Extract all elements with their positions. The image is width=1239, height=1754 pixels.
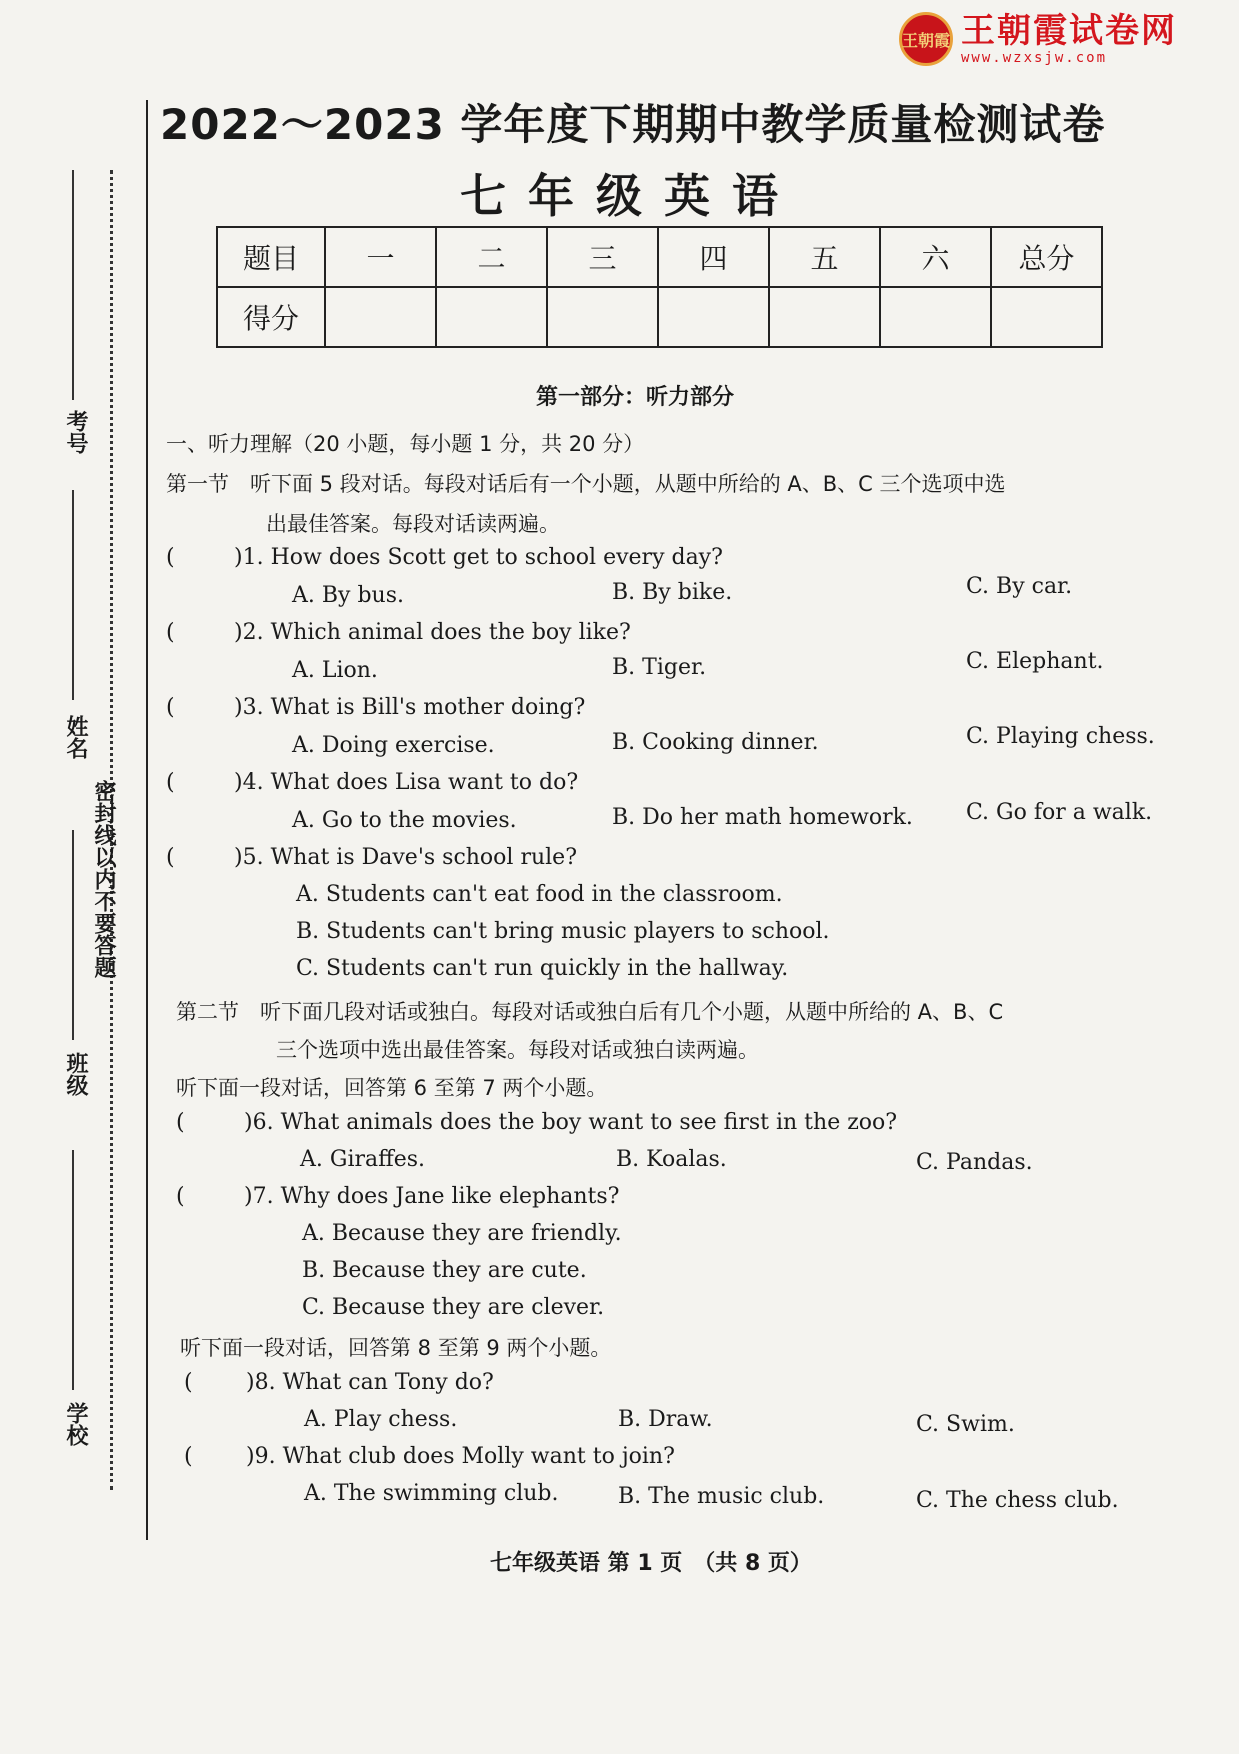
question-3-option-c: C. Playing chess. bbox=[966, 724, 1155, 749]
question-9-stem: )9. What club does Molly want to join? bbox=[246, 1444, 675, 1469]
score-table-header-row bbox=[217, 227, 1102, 287]
section-one-heading: 一、听力理解（20 小题，每小题 1 分，共 20 分） bbox=[166, 432, 645, 456]
question-8-option-c: C. Swim. bbox=[916, 1412, 1015, 1437]
sub-section-1-line2: 出最佳答案。每段对话读两遍。 bbox=[266, 512, 560, 536]
brand-url: www.wzxsjw.com bbox=[961, 50, 1108, 66]
score-input-cell[interactable] bbox=[658, 287, 769, 347]
answer-paren[interactable]: ( bbox=[176, 1110, 185, 1135]
answer-paren[interactable]: ( bbox=[166, 620, 175, 645]
question-6-option-c: C. Pandas. bbox=[916, 1150, 1033, 1175]
brand-name: 王朝霞试卷网 bbox=[961, 11, 1177, 51]
score-table-score-row bbox=[217, 287, 1102, 347]
question-8-option-a: A. Play chess. bbox=[304, 1407, 458, 1432]
score-input-cell[interactable] bbox=[880, 287, 991, 347]
answer-paren[interactable]: ( bbox=[184, 1444, 193, 1469]
question-9-option-c: C. The chess club. bbox=[916, 1488, 1119, 1513]
question-6-option-b: B. Koalas. bbox=[616, 1147, 727, 1172]
question-4-option-c: C. Go for a walk. bbox=[966, 800, 1153, 825]
question-7-option-b: B. Because they are cute. bbox=[302, 1258, 587, 1283]
xingming-label: 姓名 bbox=[63, 715, 88, 759]
question-2-stem: )2. Which animal does the boy like? bbox=[234, 620, 631, 645]
question-4-stem: )4. What does Lisa want to do? bbox=[234, 770, 579, 795]
score-header-cell: 四 bbox=[658, 227, 769, 287]
exam-title: 2022～2023 学年度下期期中教学质量检测试卷 bbox=[160, 100, 1106, 149]
kaohao-label: 考号 bbox=[63, 410, 88, 454]
score-input-cell[interactable] bbox=[991, 287, 1102, 347]
question-2-option-a: A. Lion. bbox=[292, 658, 378, 683]
score-header-cell: 三 bbox=[547, 227, 658, 287]
score-header-cell: 一 bbox=[325, 227, 436, 287]
group-8-9-instruction: 听下面一段对话，回答第 8 至第 9 两个小题。 bbox=[180, 1336, 612, 1360]
question-1-option-b: B. By bike. bbox=[612, 580, 733, 605]
part1-title: 第一部分：听力部分 bbox=[536, 385, 735, 410]
banji-label: 班级 bbox=[63, 1052, 88, 1096]
xuexiao-label: 学校 bbox=[63, 1402, 88, 1446]
score-table bbox=[216, 226, 1103, 348]
question-9-option-b: B. The music club. bbox=[618, 1484, 825, 1509]
question-8-option-b: B. Draw. bbox=[618, 1407, 713, 1432]
margin-border-line bbox=[146, 100, 148, 1540]
question-1-option-a: A. By bus. bbox=[292, 583, 404, 608]
question-1-option-c: C. By car. bbox=[966, 574, 1073, 599]
question-3-option-a: A. Doing exercise. bbox=[292, 733, 495, 758]
sub-section-2-line1: 第二节 听下面几段对话或独白。每段对话或独白后有几个小题，从题中所给的 A、B、C bbox=[176, 1000, 1004, 1024]
question-9-option-a: A. The swimming club. bbox=[304, 1481, 559, 1506]
question-6-stem: )6. What animals does the boy want to see first in the zoo? bbox=[244, 1110, 898, 1135]
exam-subject: 七年级英语 bbox=[460, 169, 800, 223]
kaohao-write-line bbox=[72, 170, 74, 400]
sub-section-1-line1: 第一节 听下面 5 段对话。每段对话后有一个小题，从题中所给的 A、B、C 三个选项中选 bbox=[166, 472, 1006, 496]
score-header-cell: 总分 bbox=[991, 227, 1102, 287]
group-6-7-instruction: 听下面一段对话，回答第 6 至第 7 两个小题。 bbox=[176, 1076, 608, 1100]
score-input-cell[interactable] bbox=[547, 287, 658, 347]
question-5-option-b: B. Students can't bring music players to school. bbox=[296, 919, 830, 944]
score-input-cell[interactable] bbox=[325, 287, 436, 347]
score-header-cell: 五 bbox=[769, 227, 880, 287]
question-5-option-a: A. Students can't eat food in the classroom. bbox=[296, 882, 783, 907]
answer-paren[interactable]: ( bbox=[166, 845, 175, 870]
sub-section-2-line2: 三个选项中选出最佳答案。每段对话或独白读两遍。 bbox=[276, 1038, 759, 1062]
question-4-option-b: B. Do her math homework. bbox=[612, 805, 913, 830]
question-8-stem: )8. What can Tony do? bbox=[246, 1370, 494, 1395]
question-2-option-b: B. Tiger. bbox=[612, 655, 707, 680]
score-input-cell[interactable] bbox=[436, 287, 547, 347]
seal-note: 密封线以内不要答题 bbox=[91, 780, 116, 978]
answer-paren[interactable]: ( bbox=[184, 1370, 193, 1395]
question-5-stem: )5. What is Dave's school rule? bbox=[234, 845, 577, 870]
question-4-option-a: A. Go to the movies. bbox=[292, 808, 517, 833]
xuexiao-write-line bbox=[72, 1150, 74, 1390]
question-5-option-c: C. Students can't run quickly in the hallway. bbox=[296, 956, 789, 981]
page-footer: 七年级英语 第 1 页 （共 8 页） bbox=[490, 1551, 812, 1576]
question-1-stem: )1. How does Scott get to school every day? bbox=[234, 545, 723, 570]
banji-write-line bbox=[72, 830, 74, 1040]
answer-paren[interactable]: ( bbox=[166, 545, 175, 570]
question-7-option-a: A. Because they are friendly. bbox=[302, 1221, 622, 1246]
xingming-write-line bbox=[72, 490, 74, 700]
score-header-cell: 题目 bbox=[217, 227, 325, 287]
answer-paren[interactable]: ( bbox=[166, 770, 175, 795]
brand-watermark bbox=[899, 12, 1177, 66]
score-row-label: 得分 bbox=[217, 287, 325, 347]
question-7-option-c: C. Because they are clever. bbox=[302, 1295, 605, 1320]
answer-paren[interactable]: ( bbox=[176, 1184, 185, 1209]
score-input-cell[interactable] bbox=[769, 287, 880, 347]
question-2-option-c: C. Elephant. bbox=[966, 649, 1104, 674]
brand-logo-icon: 王朝霞 bbox=[899, 12, 953, 66]
answer-paren[interactable]: ( bbox=[166, 695, 175, 720]
score-header-cell: 二 bbox=[436, 227, 547, 287]
score-header-cell: 六 bbox=[880, 227, 991, 287]
question-3-stem: )3. What is Bill's mother doing? bbox=[234, 695, 586, 720]
question-3-option-b: B. Cooking dinner. bbox=[612, 730, 819, 755]
question-6-option-a: A. Giraffes. bbox=[300, 1147, 426, 1172]
question-7-stem: )7. Why does Jane like elephants? bbox=[244, 1184, 620, 1209]
